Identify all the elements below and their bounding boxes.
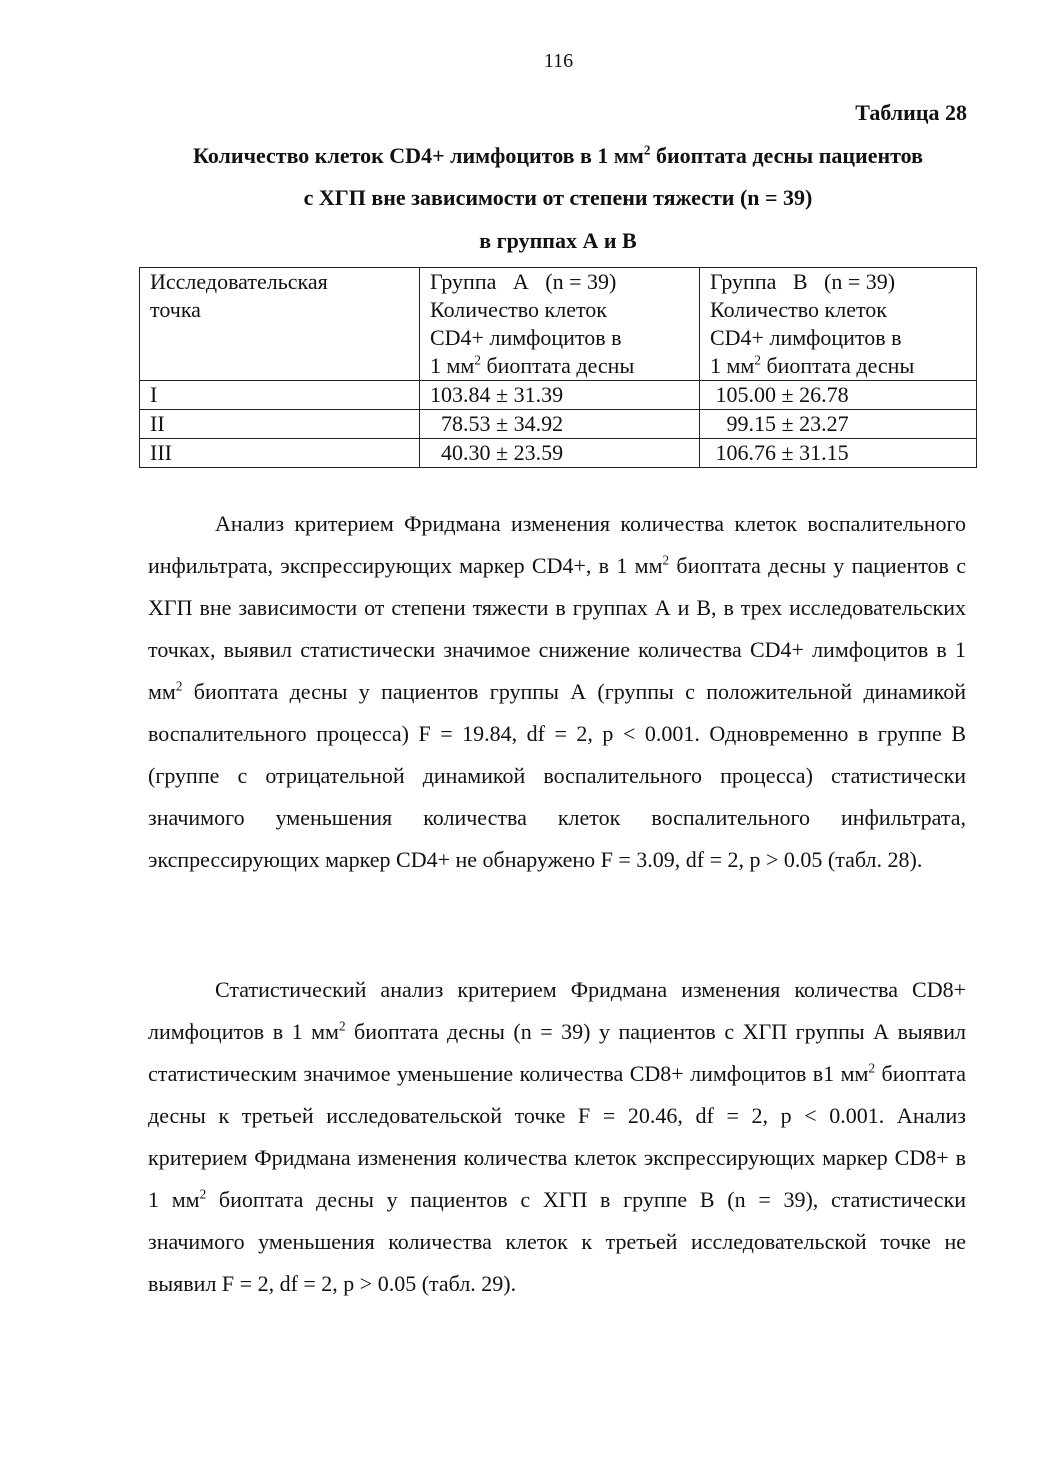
body-paragraph-2: Статистический анализ критерием Фридмана изменения количества CD8+ лимфоцитов в 1 $мм^2$ биоптата десны (n = 39) у пациентов с ХГП группы А выявил статистическим значимое уменьшение количества CD8+ лимфоцитов в1 $мм^2$ биоптата десны к третьей исследовательской точке F = 20.46, df = 2, p < 0.001. Анализ критерием Фридмана изменения количества клеток экспрессирующих маркер CD8+ в 1 $мм^2$ биоптата десны у пациентов с ХГП в группе В (n = 39), статистически значимого уменьшения количества клеток к третьей исследовательской точке не выявил F = 2, df = 2, p > 0.05 (табл. 29). [148, 977, 966, 1296]
cell-group-b: 106.76 ± 31.15 [700, 439, 977, 468]
cell-point: I [140, 381, 420, 410]
table-row [140, 410, 977, 439]
table-row [140, 439, 977, 468]
page-number: 116 [543, 50, 574, 72]
header-cell-point: Исследовательская точка [140, 268, 420, 381]
cell-group-b: 105.00 ± 26.78 [700, 381, 977, 410]
table-caption-line-1: Количество клеток CD4+ лимфоцитов в 1 $мм^2$ биоптата десны пациентов [192, 142, 924, 168]
cell-group-a: 103.84 ± 31.39 [420, 381, 700, 410]
table-caption-line-3: в группах А и В [479, 228, 637, 253]
data-table [139, 267, 977, 468]
table-label: Таблица 28 [855, 100, 967, 125]
cell-group-b: 99.15 ± 23.27 [700, 410, 977, 439]
cell-point: III [140, 439, 420, 468]
cell-group-a: 78.53 ± 34.92 [420, 410, 700, 439]
table-row [140, 381, 977, 410]
table-caption-line-2: с ХГП вне зависимости от степени тяжести (n = 39) [303, 185, 813, 210]
cell-group-a: 40.30 ± 23.59 [420, 439, 700, 468]
header-cell-group-a: Группа А (n = 39) Количество клеток CD4+ лимфоцитов в 1 $мм^2$ биоптата десны [420, 268, 700, 381]
cell-point: II [140, 410, 420, 439]
table-header-row [140, 268, 977, 381]
body-paragraph-1: Анализ критерием Фридмана изменения количества клеток воспалительного инфильтрата, экспрессирующих маркер CD4+, в 1 $мм^2$ биоптата десны у пациентов с ХГП вне зависимости от степени тяжести в группах А и В, в трех исследовательских точках, выявил статистически значимое снижение количества CD4+ лимфоцитов в 1 $мм^2$ биоптата десны у пациентов группы А (группы с положительной динамикой воспалительного процесса) F = 19.84, df = 2, p < 0.001. Одновременно в группе В (группе с отрицательной динамикой воспалительного процесса) статистически значимого уменьшения количества клеток воспалительного инфильтрата, экспрессирующих маркер CD4+ не обнаружено F = 3.09, df = 2, p > 0.05 (табл. 28). [148, 511, 966, 872]
header-cell-group-b: Группа В (n = 39) Количество клеток CD4+ лимфоцитов в 1 $мм^2$ биоптата десны [700, 268, 977, 381]
